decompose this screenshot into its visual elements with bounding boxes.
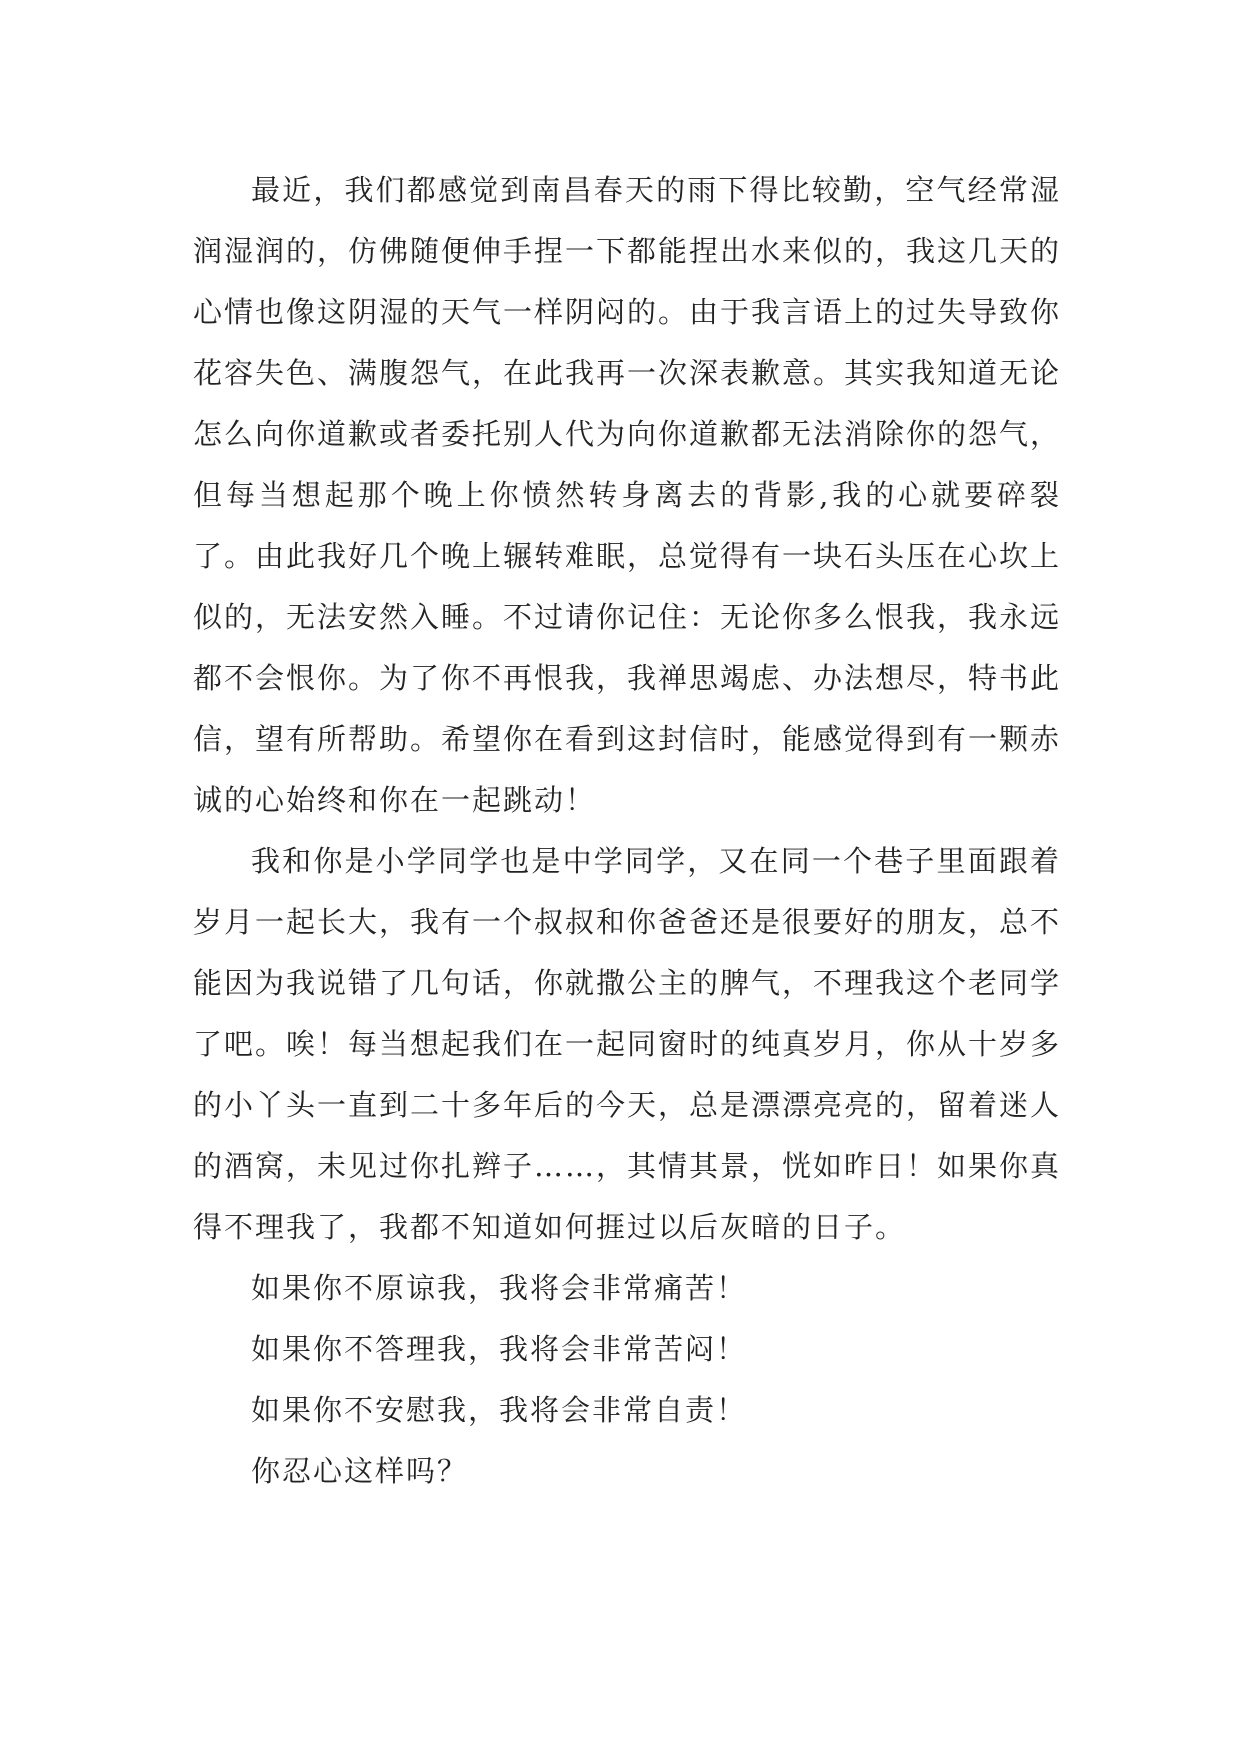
closing-question: 你忍心这样吗？ (251, 1454, 469, 1488)
closing-line-2: 如果你不答理我，我将会非常苦闷！ (251, 1332, 748, 1366)
paragraph-2: 我和你是小学同学也是中学同学，又在同一个巷子里面跟着岁月一起长大，我有一个叔叔和你爸爸还是很要好的朋友，总不能因为我说错了几句话，你就撒公主的脾气，不理我这个老同学了吧。唉！每当想起我们在一起同窗时的纯真岁月，你从十岁多的小丫头一直到二十多年后的今天，总是漂漂亮亮的，留着迷人的酒窝，未见过你扎辫子……，其情其景，恍如昨日！如果你真得不理我了，我都不知道如何捱过以后灰暗的日子。 (193, 844, 1062, 1244)
paragraph-1: 最近，我们都感觉到南昌春天的雨下得比较勤，空气经常湿润湿润的，仿佛随便伸手捏一下都能捏出水来似的，我这几天的心情也像这阴湿的天气一样阴闷的。由于我言语上的过失导致你花容失色、满腹怨气，在此我再一次深表歉意。其实我知道无论怎么向你道歉或者委托别人代为向你道歉都无法消除你的怨气，但每当想起那个晚上你愤然转身离去的背影,我的心就要碎裂了。由此我好几个晚上辗转难眠，总觉得有一块石头压在心坎上似的，无法安然入睡。不过请你记住：无论你多么恨我，我永远都不会恨你。为了你不再恨我，我禅思竭虑、办法想尽，特书此信，望有所帮助。希望你在看到这封信时，能感觉得到有一颗赤诚的心始终和你在一起跳动！ (193, 173, 1062, 817)
closing-line-3: 如果你不安慰我，我将会非常自责！ (251, 1393, 748, 1427)
closing-line-1: 如果你不原谅我，我将会非常痛苦！ (251, 1271, 748, 1305)
letter-body (193, 160, 1061, 1502)
